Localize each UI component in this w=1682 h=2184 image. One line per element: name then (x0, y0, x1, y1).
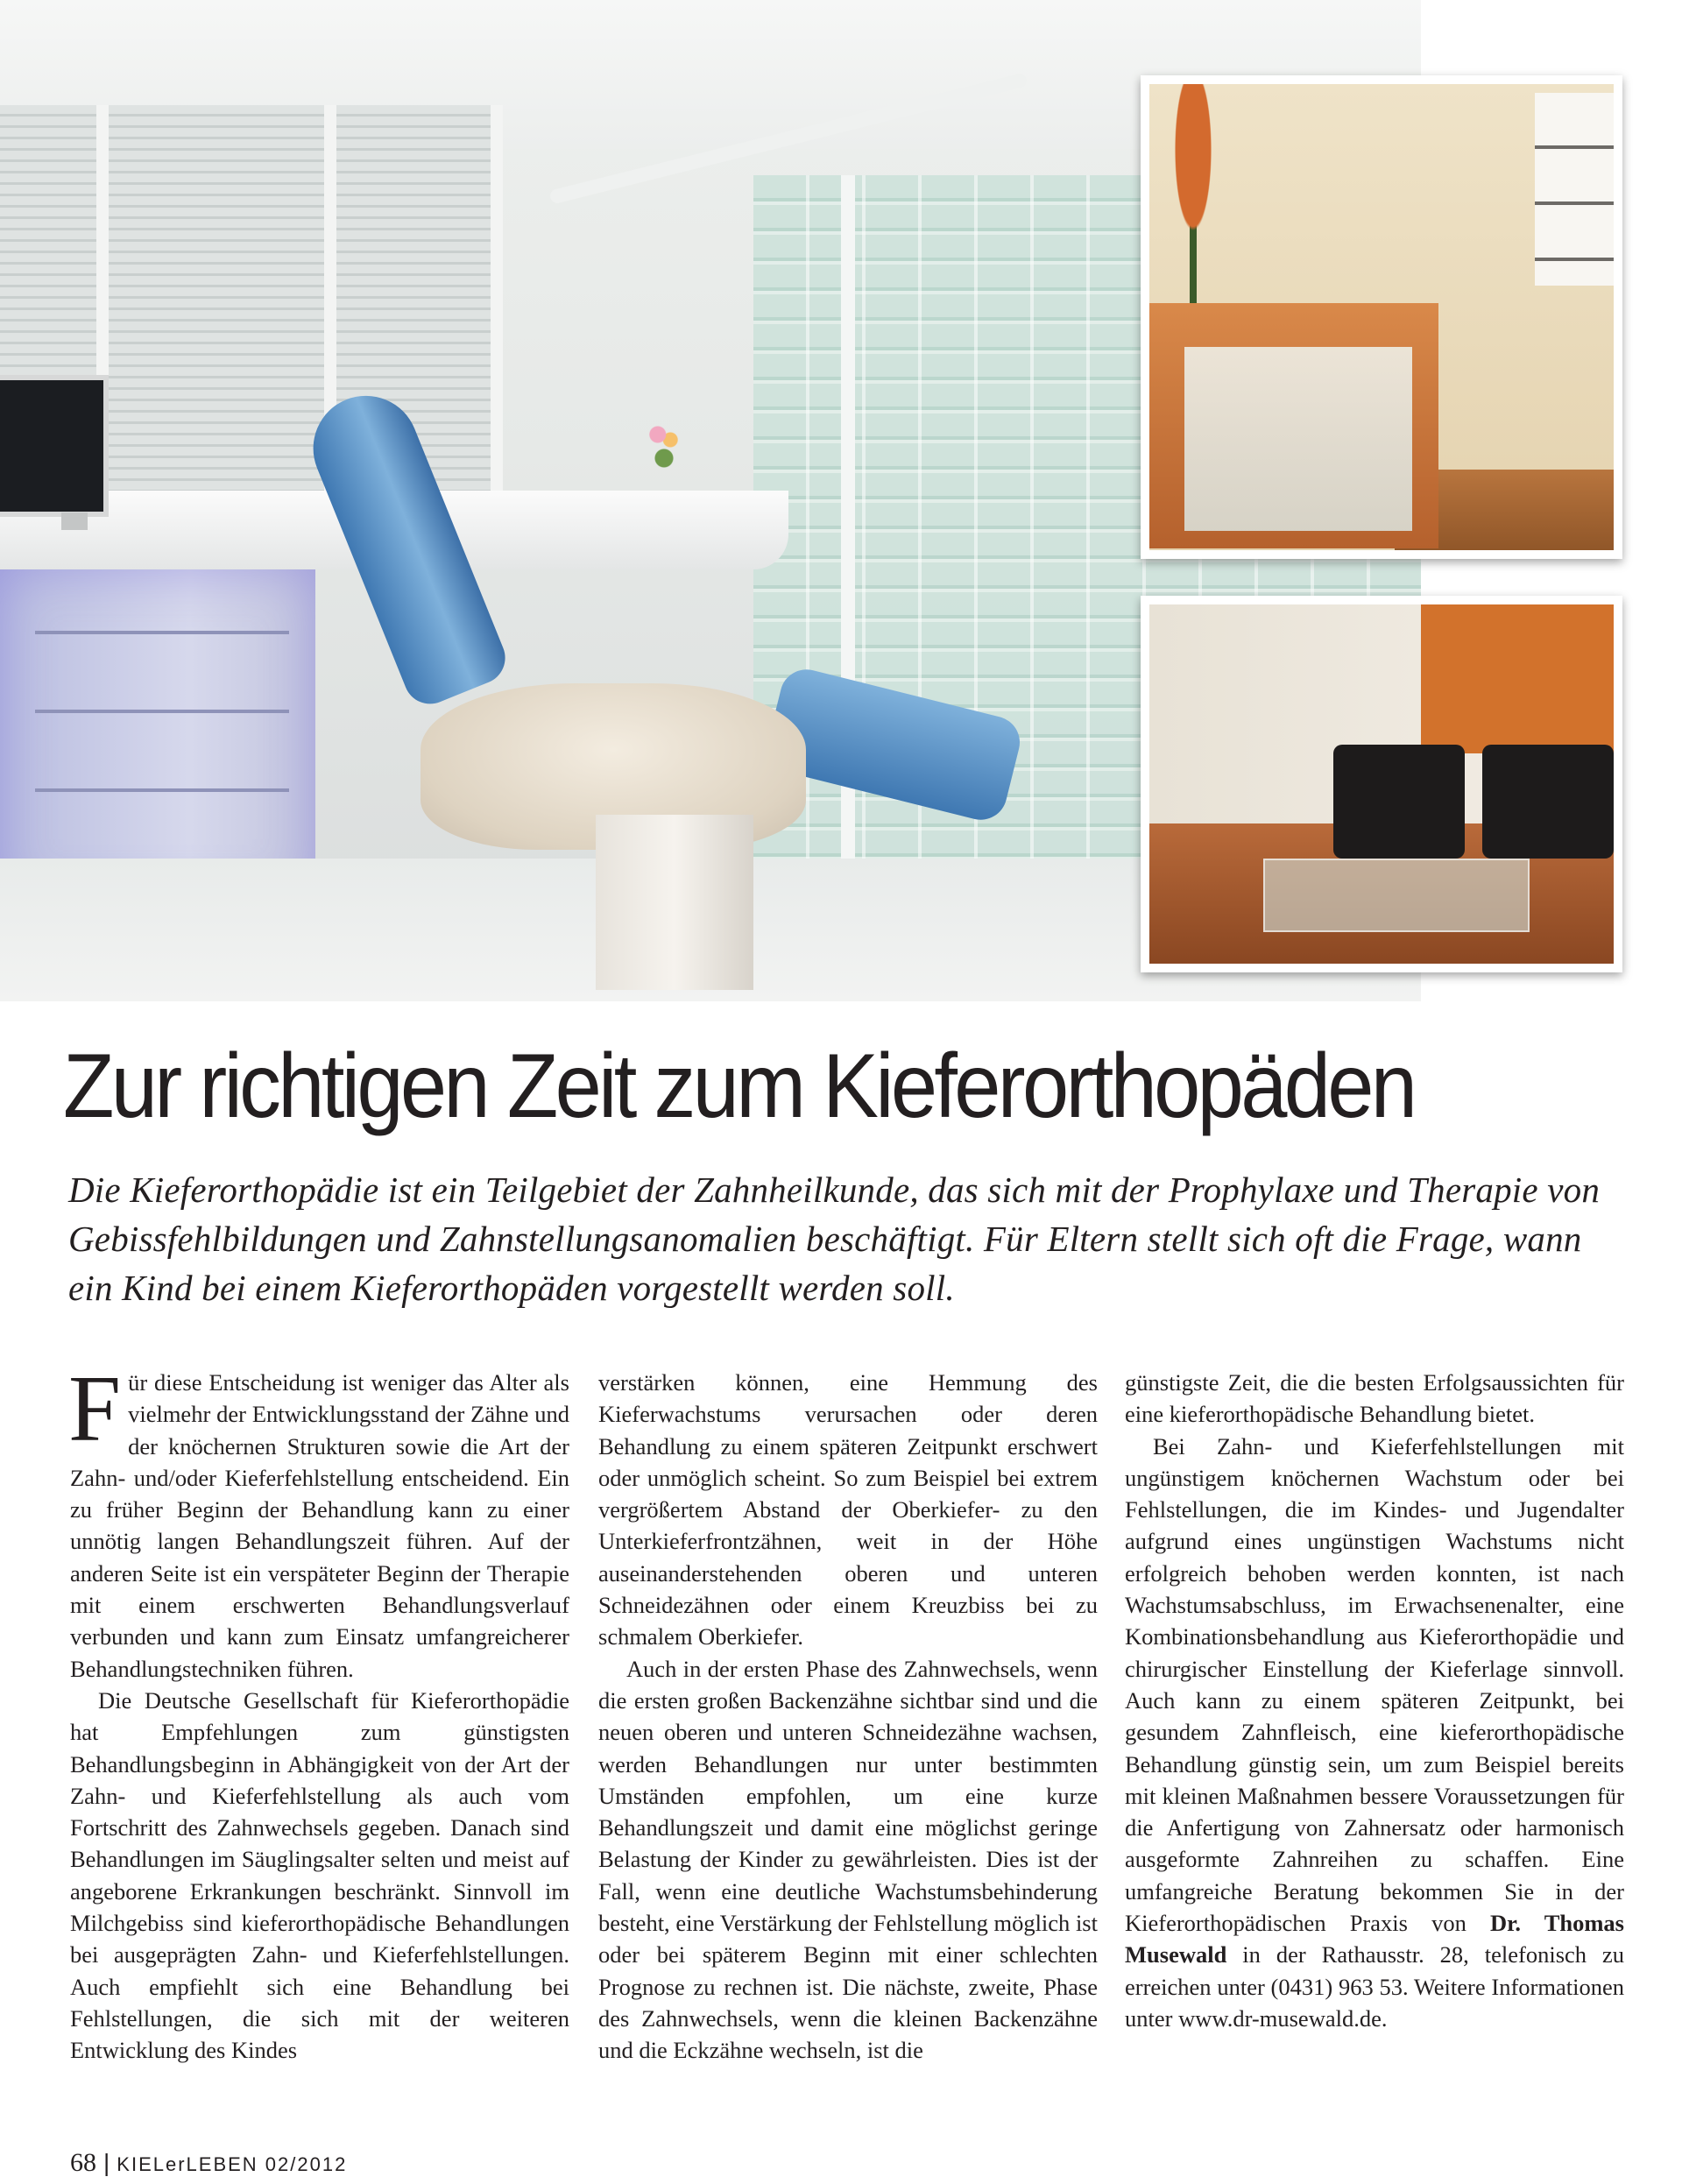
drawer-cabinet (0, 569, 315, 902)
paragraph-6 (1125, 1431, 1624, 2035)
paragraph-6-text: Bei Zahn- und Kieferfehlstellungen mit ungünstigem knöchernen Wachstum oder bei Fehlstellungen, die im Kindes- und Jugendalter aufgrund eines ungünstigen Wachstums nicht erfolgreich behoben werden konnten, ist nach Wachstumsabschluss, im Erwachsenenalter, eine Kombinationsbehandlung aus Kieferorthopädie und chirurgischer Einstellung der Kieferlage sinnvoll. Auch kann zu einem späteren Zeitpunkt, bei gesundem Zahnfleisch, eine kieferorthopädische Behandlung günstig sein, um zum Beispiel bereits mit kleinen Maßnahmen bessere Voraussetzungen für die Anfertigung von Zahnersatz oder harmonisch ausgeformte Zahnreihen zu schaffen. Eine umfangreiche Beratung bekommen Sie in der Kieferorthopädischen Praxis von (1125, 1432, 1624, 1937)
article-headline: Zur richtigen Zeit zum Kieferorthopäden (63, 1035, 1415, 1137)
reception-plant (1158, 84, 1228, 303)
drawer-line (35, 788, 289, 792)
reception-desk-glass-logo (1184, 347, 1412, 531)
photo-reception (1141, 75, 1622, 559)
text-column-2 (598, 1367, 1098, 2067)
paragraph-1 (68, 1357, 569, 1685)
page-footer (70, 2148, 347, 2178)
dental-chair-base (596, 815, 753, 990)
paragraph-3: verstärken können, eine Hemmung des Kieferwachstums verursachen oder deren Behandlung zu einem späteren Zeitpunkt erschwert oder unmöglich scheint. So zum Beispiel bei extrem vergrößertem Abstand der Oberkiefer- zu den Unterkieferfrontzähnen, weit in der Höhe auseinanderstehenden oberen und unteren Schneidezähnen oder einem Kreuzbiss bei zu schmalem Oberkiefer. (598, 1369, 1098, 1650)
paragraph-2: Die Deutsche Gesellschaft für Kieferorthopädie hat Empfehlungen zum günstigsten Behandlungsbeginn in Abhängigkeit von der Art der Zahn- und Kieferfehlstellung als auch vom Fortschritt des Zahnwechsels gegeben. Danach sind Behandlungen im Säuglingsalter selten und meist auf angeborene Erkrankungen beschränkt. Sinnvoll im Milchgebiss sind kieferorthopädische Behandlungen bei ausgeprägten Zahn- und Kieferfehlstellungen. Auch empfiehlt sich eine Behandlung bei Fehlstellungen, die sich mit der weiteren Entwicklung des Kindes (70, 1686, 569, 2064)
page-number: 68 (70, 2148, 96, 2177)
article-lead: Die Kieferorthopädie ist ein Teilgebiet der Zahnheilkunde, das sich mit der Prophylaxe und Therapie von Gebissfehlbildungen und Zahnstellungsanomalien beschäftigt. Für Eltern stellt sich oft die Frage, wann ein Kind bei einem Kieferorthopäden vorgestellt werden soll. (68, 1170, 1601, 1308)
armchair (1333, 745, 1465, 859)
computer-monitor (0, 375, 109, 517)
magazine-issue: KIELerLEBEN 02/2012 (117, 2153, 348, 2175)
paragraph-6-contact: in der Rathausstr. 28, telefonisch zu erreichen unter (0431) 963 53. Weitere Informationen unter www.dr-musewald.de. (1125, 1941, 1624, 2032)
drawer-line (35, 631, 289, 634)
text-column-1 (68, 1357, 569, 2067)
flower-vase (648, 419, 680, 471)
monitor-stand (61, 512, 88, 530)
wall-certificates (1535, 93, 1614, 286)
drop-cap: F (68, 1357, 122, 1461)
paragraph-1-text: ür diese Entscheidung ist weniger das Alter als vielmehr der Entwicklungsstand der Zähne und der knöchernen Strukturen sowie die Art der Zahn- und/oder Kieferfehlstellung entscheidend. Ein zu früher Beginn der Behandlung kann zu einer unnötig langen Behandlungszeit führen. Auf der anderen Seite ist ein verspäteter Beginn der Therapie mit einem erschwerten Behandlungsverlauf verbunden und kann zum Einsatz umfangreicherer Behandlungstechniken führen. (70, 1369, 569, 1682)
photo-waiting-room (1141, 596, 1622, 972)
glass-table (1263, 859, 1530, 932)
doctor-name: Dr. Thomas Musewald (1125, 1910, 1624, 1968)
armchair (1482, 745, 1614, 859)
window-frame (491, 105, 503, 526)
orange-wall-panel (1421, 604, 1614, 753)
footer-separator: | (103, 2149, 110, 2176)
paragraph-5: günstigste Zeit, die die besten Erfolgsaussichten für eine kieferorthopädische Behandlung bietet. (1125, 1369, 1624, 1428)
paragraph-4: Auch in der ersten Phase des Zahnwechsels, wenn die ersten großen Backenzähne sichtbar sind und die neuen oberen und unteren Schneidezähne wachsen, werden Behandlungen nur unter bestimmten Umständen empfohlen, um eine kurze Behandlungszeit und damit eine möglichst geringe Belastung der Kinder zu gewährleisten. Dies ist der Fall, wenn eine deutliche Wachstumsbehinderung besteht, eine Verstärkung der Fehlstellung möglich ist oder bei späterem Beginn mit einer schlechten Prognose zu rechnen ist. Die nächste, zweite, Phase des Zahnwechsels, wenn die kleinen Backenzähne und die Eckzähne wechseln, ist die (598, 1655, 1098, 2064)
drawer-line (35, 710, 289, 713)
text-column-3 (1125, 1367, 1624, 2034)
